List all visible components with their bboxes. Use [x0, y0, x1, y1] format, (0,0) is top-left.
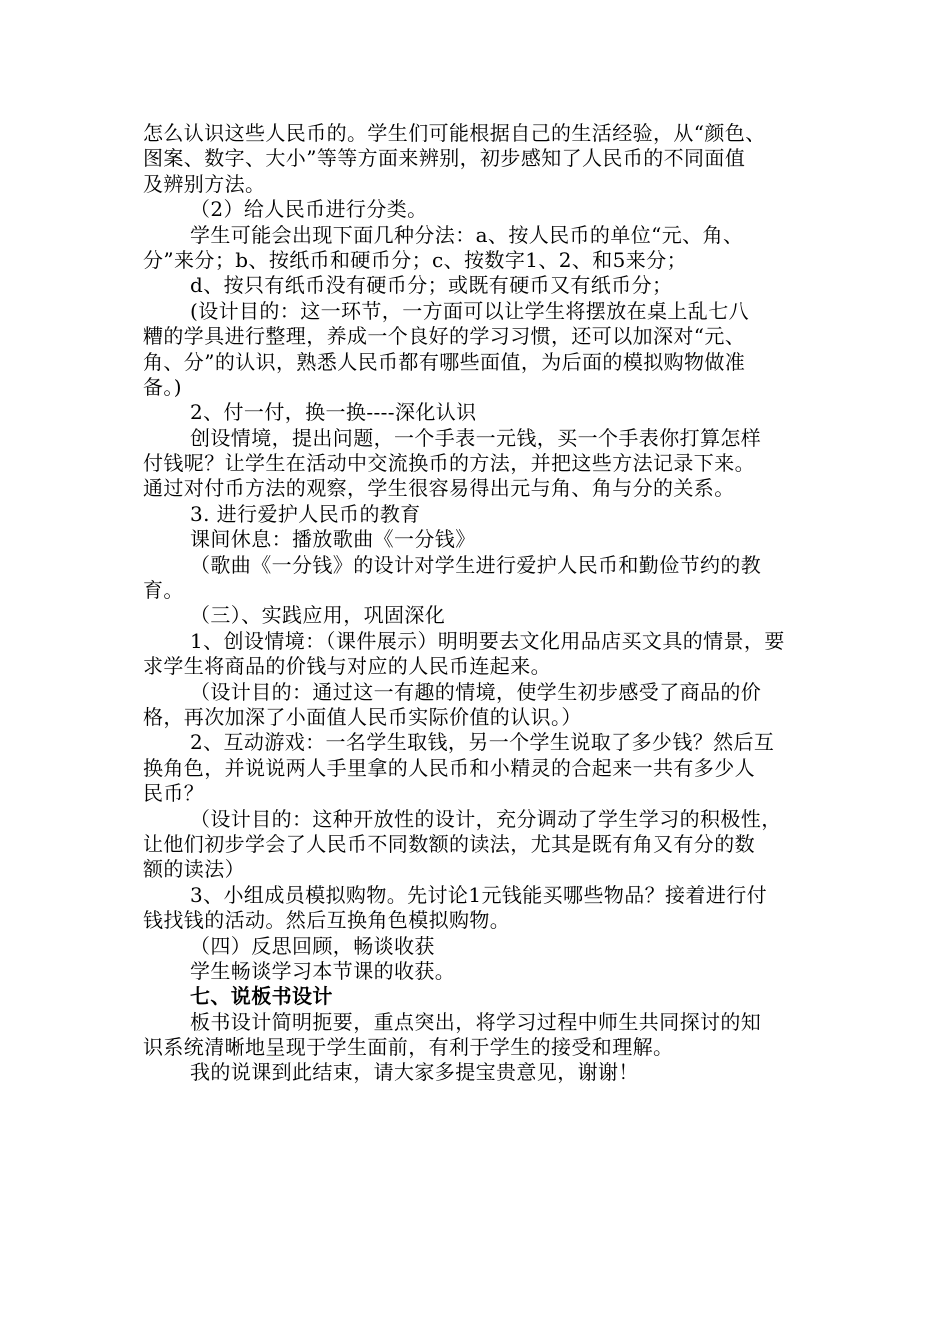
text-line: 3. 进行爱护人民币的教育: [190, 501, 421, 526]
text-line: 换角色，并说说两人手里拿的人民币和小精灵的合起来一共有多少人: [143, 755, 755, 780]
text-line: 学生可能会出现下面几种分法：a、按人民币的单位“元、角、: [190, 222, 744, 247]
text-line: 求学生将商品的价钱与对应的人民币连起来。: [143, 654, 551, 679]
text-line: 角、分”的认识，熟悉人民币都有哪些面值，为后面的模拟购物做准: [143, 349, 746, 374]
text-line: 课间休息：播放歌曲《一分钱》: [190, 527, 476, 552]
text-line: 识系统清晰地呈现于学生面前，有利于学生的接受和理解。: [143, 1035, 674, 1060]
text-line: 糟的学具进行整理，养成一个良好的学习习惯，还可以加深对“元、: [143, 324, 746, 349]
text-line: 育。: [143, 578, 184, 603]
text-line: 1、创设情境：（课件展示）明明要去文化用品店买文具的情景，要: [190, 628, 785, 653]
text-line: 怎么认识这些人民币的。学生们可能根据自己的生活经验，从“颜色、: [143, 121, 766, 145]
text-line: 让他们初步学会了人民币不同数额的读法，尤其是既有角又有分的数: [143, 831, 755, 856]
text-line: 图案、数字、大小”等等方面来辨别，初步感知了人民币的不同面值: [143, 146, 746, 171]
text-line: （三）、实践应用，巩固深化: [190, 603, 446, 628]
text-line: d、按只有纸币没有硬币分；或既有硬币又有纸币分；: [190, 273, 673, 298]
text-line: 创设情境，提出问题，一个手表一元钱，买一个手表你打算怎样: [190, 425, 762, 450]
text-line: 3、小组成员模拟购物。先讨论1元钱能买哪些物品？接着进行付: [190, 882, 768, 907]
text-line: 备。): [143, 374, 183, 399]
text-line: 钱找钱的活动。然后互换角色模拟购物。: [143, 908, 511, 933]
text-line: （2）给人民币进行分类。: [190, 197, 428, 222]
text-line: 付钱呢？让学生在活动中交流换币的方法，并把这些方法记录下来。: [143, 451, 755, 476]
text-line: 学生畅谈学习本节课的收获。: [190, 958, 456, 983]
text-line: （四）反思回顾，畅谈收获: [190, 933, 435, 958]
text-line: 我的说课到此结束，请大家多提宝贵意见，谢谢！: [190, 1060, 639, 1085]
text-line: (设计目的：这一环节，一方面可以让学生将摆放在桌上乱七八: [190, 298, 750, 323]
text-line: （设计目的：这种开放性的设计，充分调动了学生学习的积极性，: [190, 806, 782, 831]
text-line: 额的读法）: [143, 857, 245, 882]
text-line: 及辨别方法。: [143, 171, 266, 196]
text-line: 格，再次加深了小面值人民币实际价值的认识。）: [143, 704, 582, 729]
text-line: 分”来分；b、按纸币和硬币分；c、按数字1、2、和5来分；: [143, 247, 688, 272]
text-line: （歌曲《一分钱》的设计对学生进行爱护人民币和勤俭节约的教: [190, 552, 762, 577]
text-line: （设计目的：通过这一有趣的情境，使学生初步感受了商品的价: [190, 679, 762, 704]
text-line: 民币？: [143, 781, 205, 806]
text-line: 2、互动游戏：一名学生取钱，另一个学生说取了多少钱？然后互: [190, 730, 775, 755]
text-line: 通过对付币方法的观察，学生很容易得出元与角、角与分的关系。: [143, 476, 735, 501]
section-heading: 七、说板书设计: [190, 984, 333, 1009]
body-text: [143, 121, 823, 1086]
text-line: 2、付一付，换一换----深化认识: [190, 400, 477, 425]
text-line: 板书设计简明扼要，重点突出，将学习过程中师生共同探讨的知: [190, 1009, 762, 1034]
